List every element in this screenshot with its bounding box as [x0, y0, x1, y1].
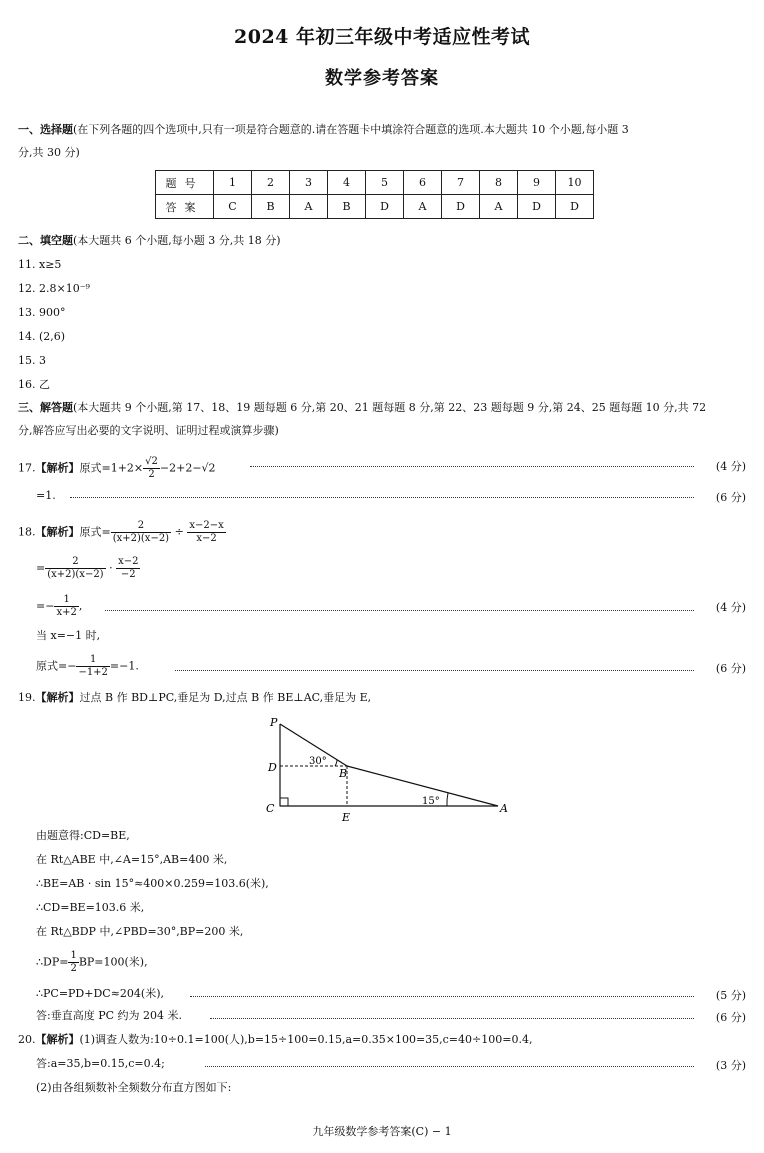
frac-den: x−2	[196, 533, 217, 544]
answer-table-cell: B	[252, 195, 290, 219]
answer-table-cell: D	[442, 195, 480, 219]
frac-num: 2	[45, 556, 105, 569]
q19-label: 19.	[18, 691, 36, 704]
frac-den: −1+2	[78, 667, 108, 678]
q19-tag: 【解析】	[35, 691, 80, 704]
answer-table-cell: 3	[290, 171, 328, 195]
leader-dots	[105, 610, 694, 611]
q17-label: 17.	[18, 461, 36, 475]
q18-result-b: =−1.	[109, 659, 139, 673]
q18-line5	[36, 654, 139, 679]
q20-score-1: (3 分)	[715, 1059, 746, 1072]
fill-answer-16: 16. 乙	[18, 378, 50, 391]
frac-num: 2	[111, 520, 171, 533]
answer-table-cell: A	[290, 195, 328, 219]
answer-table-number-row	[156, 171, 594, 195]
q19-score-1: (5 分)	[715, 989, 746, 1002]
section2-heading-line	[18, 233, 281, 249]
frac-den: 2	[70, 963, 77, 974]
fill-answer-12: 12. 2.8×10⁻⁹	[18, 282, 90, 295]
answer-table-cell: B	[328, 195, 366, 219]
frac-den: (x+2)(x−2)	[47, 569, 104, 580]
answer-table-cell: D	[556, 195, 594, 219]
point-c-label: C	[266, 802, 275, 815]
fill-answer-15: 15. 3	[18, 354, 46, 367]
fill-answer-13: 13. 900°	[18, 306, 66, 319]
angle-arc-b	[335, 760, 337, 766]
frac-num: 1	[76, 654, 109, 667]
answer-table-cell: 5	[366, 171, 404, 195]
answer-table-cell: D	[366, 195, 404, 219]
q18-fraction-6	[76, 654, 109, 679]
answer-table-row2-label: 答案	[156, 195, 214, 219]
q19-half-fraction	[68, 950, 78, 975]
answer-table-cell: 2	[252, 171, 290, 195]
q18-result-a: 原式=−	[36, 659, 77, 673]
q18-tag: 【解析】	[35, 525, 80, 539]
answer-table-cell: 9	[518, 171, 556, 195]
q18-eq: =	[36, 561, 46, 575]
frac-num: x−2	[118, 556, 139, 567]
q19-geometry-diagram	[262, 714, 514, 826]
frac-num: √2	[145, 456, 158, 467]
answer-table	[155, 170, 594, 219]
point-p-label: P	[270, 716, 278, 729]
answer-table-cell: 7	[442, 171, 480, 195]
q19-step-pc: ∴PC=PD+DC≈204(米),	[36, 987, 164, 1000]
page-title: 2024 年初三年级中考适应性考试	[234, 26, 530, 48]
q18-expr-a: 原式=	[79, 525, 111, 539]
leader-dots	[210, 1018, 694, 1019]
frac-den: (x+2)(x−2)	[112, 533, 170, 544]
answer-table-cell: D	[518, 195, 556, 219]
q19-dp-a: ∴DP=	[36, 955, 69, 969]
section3-desc: (本大题共 9 个小题,第 17、18、19 题每题 6 分,第 20、21 题每题 8 分,第 22、23 题每题 9 分,第 24、25 题每题 10 分,共 72	[73, 401, 707, 414]
q17-expr-b: −2+2−√2	[159, 461, 216, 475]
q18-fraction-5	[54, 594, 78, 619]
point-a-label: A	[500, 802, 508, 815]
answer-table-cell: 6	[404, 171, 442, 195]
answer-table-cell: 8	[480, 171, 518, 195]
point-b-label: B	[339, 767, 348, 780]
page-subtitle: 数学参考答案	[325, 68, 439, 89]
leader-dots	[175, 670, 694, 671]
fill-answer-11: 11. x≥5	[18, 258, 62, 271]
frac-den: x+2	[56, 607, 77, 618]
q19-dp-b: BP=100(米),	[78, 955, 148, 969]
q17-score-2: (6 分)	[715, 491, 746, 504]
q19-step-3: ∴BE=AB · sin 15°≈400×0.259=103.6(米),	[36, 877, 269, 890]
q17-expr-a: 原式=1+2×	[79, 461, 144, 475]
frac-num: x−2−x	[189, 520, 224, 531]
q18-line4: 当 x=−1 时,	[36, 629, 101, 642]
page-footer: 九年级数学参考答案(C) − 1	[312, 1125, 452, 1138]
angle-a-label: 15°	[422, 796, 440, 807]
q18-score-1: (4 分)	[715, 601, 746, 614]
section1-desc-line2: 分,共 30 分)	[18, 146, 80, 159]
q18-comma: ,	[78, 599, 83, 613]
section1-heading-line	[18, 122, 629, 138]
leader-dots	[205, 1066, 694, 1067]
q20-tag: 【解析】	[35, 1033, 80, 1046]
q18-label: 18.	[18, 525, 36, 539]
answer-table-cell: A	[480, 195, 518, 219]
answer-table-cell: 10	[556, 171, 594, 195]
answer-table-cell: 4	[328, 171, 366, 195]
right-angle-mark	[280, 798, 288, 806]
frac-den: 2	[148, 469, 155, 480]
leader-dots	[70, 497, 694, 498]
section3-desc-line2: 分,解答应写出必要的文字说明、证明过程或演算步骤)	[18, 424, 279, 437]
q20-label: 20.	[18, 1033, 36, 1046]
q20-line1	[18, 1032, 532, 1048]
q18-neg-eq: =−	[36, 599, 55, 613]
answer-table-cell: A	[404, 195, 442, 219]
point-e-label: E	[342, 811, 351, 824]
q20-part1: (1)调查人数为:10÷0.1=100(人),b=15÷100=0.15,a=0.35×100=35,c=40÷100=0.4,	[79, 1033, 533, 1046]
section2-heading: 二、填空题	[18, 234, 73, 247]
answer-table-cell: 1	[214, 171, 252, 195]
leader-dots	[250, 466, 694, 467]
section3-heading: 三、解答题	[18, 401, 73, 414]
point-d-label: D	[268, 761, 277, 774]
q18-div-sign: ÷	[174, 525, 184, 539]
answer-table-row1-label: 题号	[156, 171, 214, 195]
q19-intro: 过点 B 作 BD⊥PC,垂足为 D,过点 B 作 BE⊥AC,垂足为 E,	[79, 691, 372, 704]
answer-table-cell: C	[214, 195, 252, 219]
q20-line3: (2)由各组频数补全频数分布直方图如下:	[36, 1081, 232, 1094]
q18-line3	[36, 594, 82, 619]
q17-line2: =1.	[36, 489, 56, 502]
answer-table-answer-row	[156, 195, 594, 219]
q18-score-2: (6 分)	[715, 662, 746, 675]
q18-fraction-1	[111, 520, 171, 545]
q20-line2: 答:a=35,b=0.15,c=0.4;	[36, 1057, 165, 1070]
q19-step-1: 由题意得:CD=BE,	[36, 829, 130, 842]
section2-desc: (本大题共 6 个小题,每小题 3 分,共 18 分)	[73, 234, 281, 247]
q17-score-1: (4 分)	[715, 460, 746, 473]
q18-fraction-4	[116, 556, 140, 581]
section1-heading: 一、选择题	[18, 123, 73, 136]
section3-heading-line	[18, 400, 706, 416]
q19-line1	[18, 690, 371, 706]
angle-b-label: 30°	[309, 756, 327, 767]
fill-answer-14: 14. (2,6)	[18, 330, 66, 343]
q18-fraction-3	[45, 556, 105, 581]
q19-score-2: (6 分)	[715, 1011, 746, 1024]
section1-desc: (在下列各题的四个选项中,只有一项是符合题意的.请在答题卡中填涂符合题意的选项.本大题共 10 个小题,每小题 3	[73, 123, 629, 136]
q18-line1	[18, 520, 226, 545]
q18-dot: ·	[109, 561, 113, 575]
q19-step-dp	[36, 950, 148, 975]
q19-step-2: 在 Rt△ABE 中,∠A=15°,AB=400 米,	[36, 853, 228, 866]
angle-arc-a	[447, 793, 448, 806]
frac-num: 1	[54, 594, 78, 607]
leader-dots	[190, 996, 694, 997]
q18-line2	[36, 556, 140, 581]
q19-step-5: 在 Rt△BDP 中,∠PBD=30°,BP=200 米,	[36, 925, 244, 938]
frac-den: −2	[120, 569, 136, 580]
q17-tag: 【解析】	[35, 461, 80, 475]
frac-num: 1	[70, 950, 77, 961]
q19-answer: 答:垂直高度 PC 约为 204 米.	[36, 1009, 183, 1022]
q17-line1	[18, 456, 216, 481]
q17-fraction	[143, 456, 160, 481]
q19-step-4: ∴CD=BE=103.6 米,	[36, 901, 145, 914]
q18-fraction-2	[187, 520, 225, 545]
